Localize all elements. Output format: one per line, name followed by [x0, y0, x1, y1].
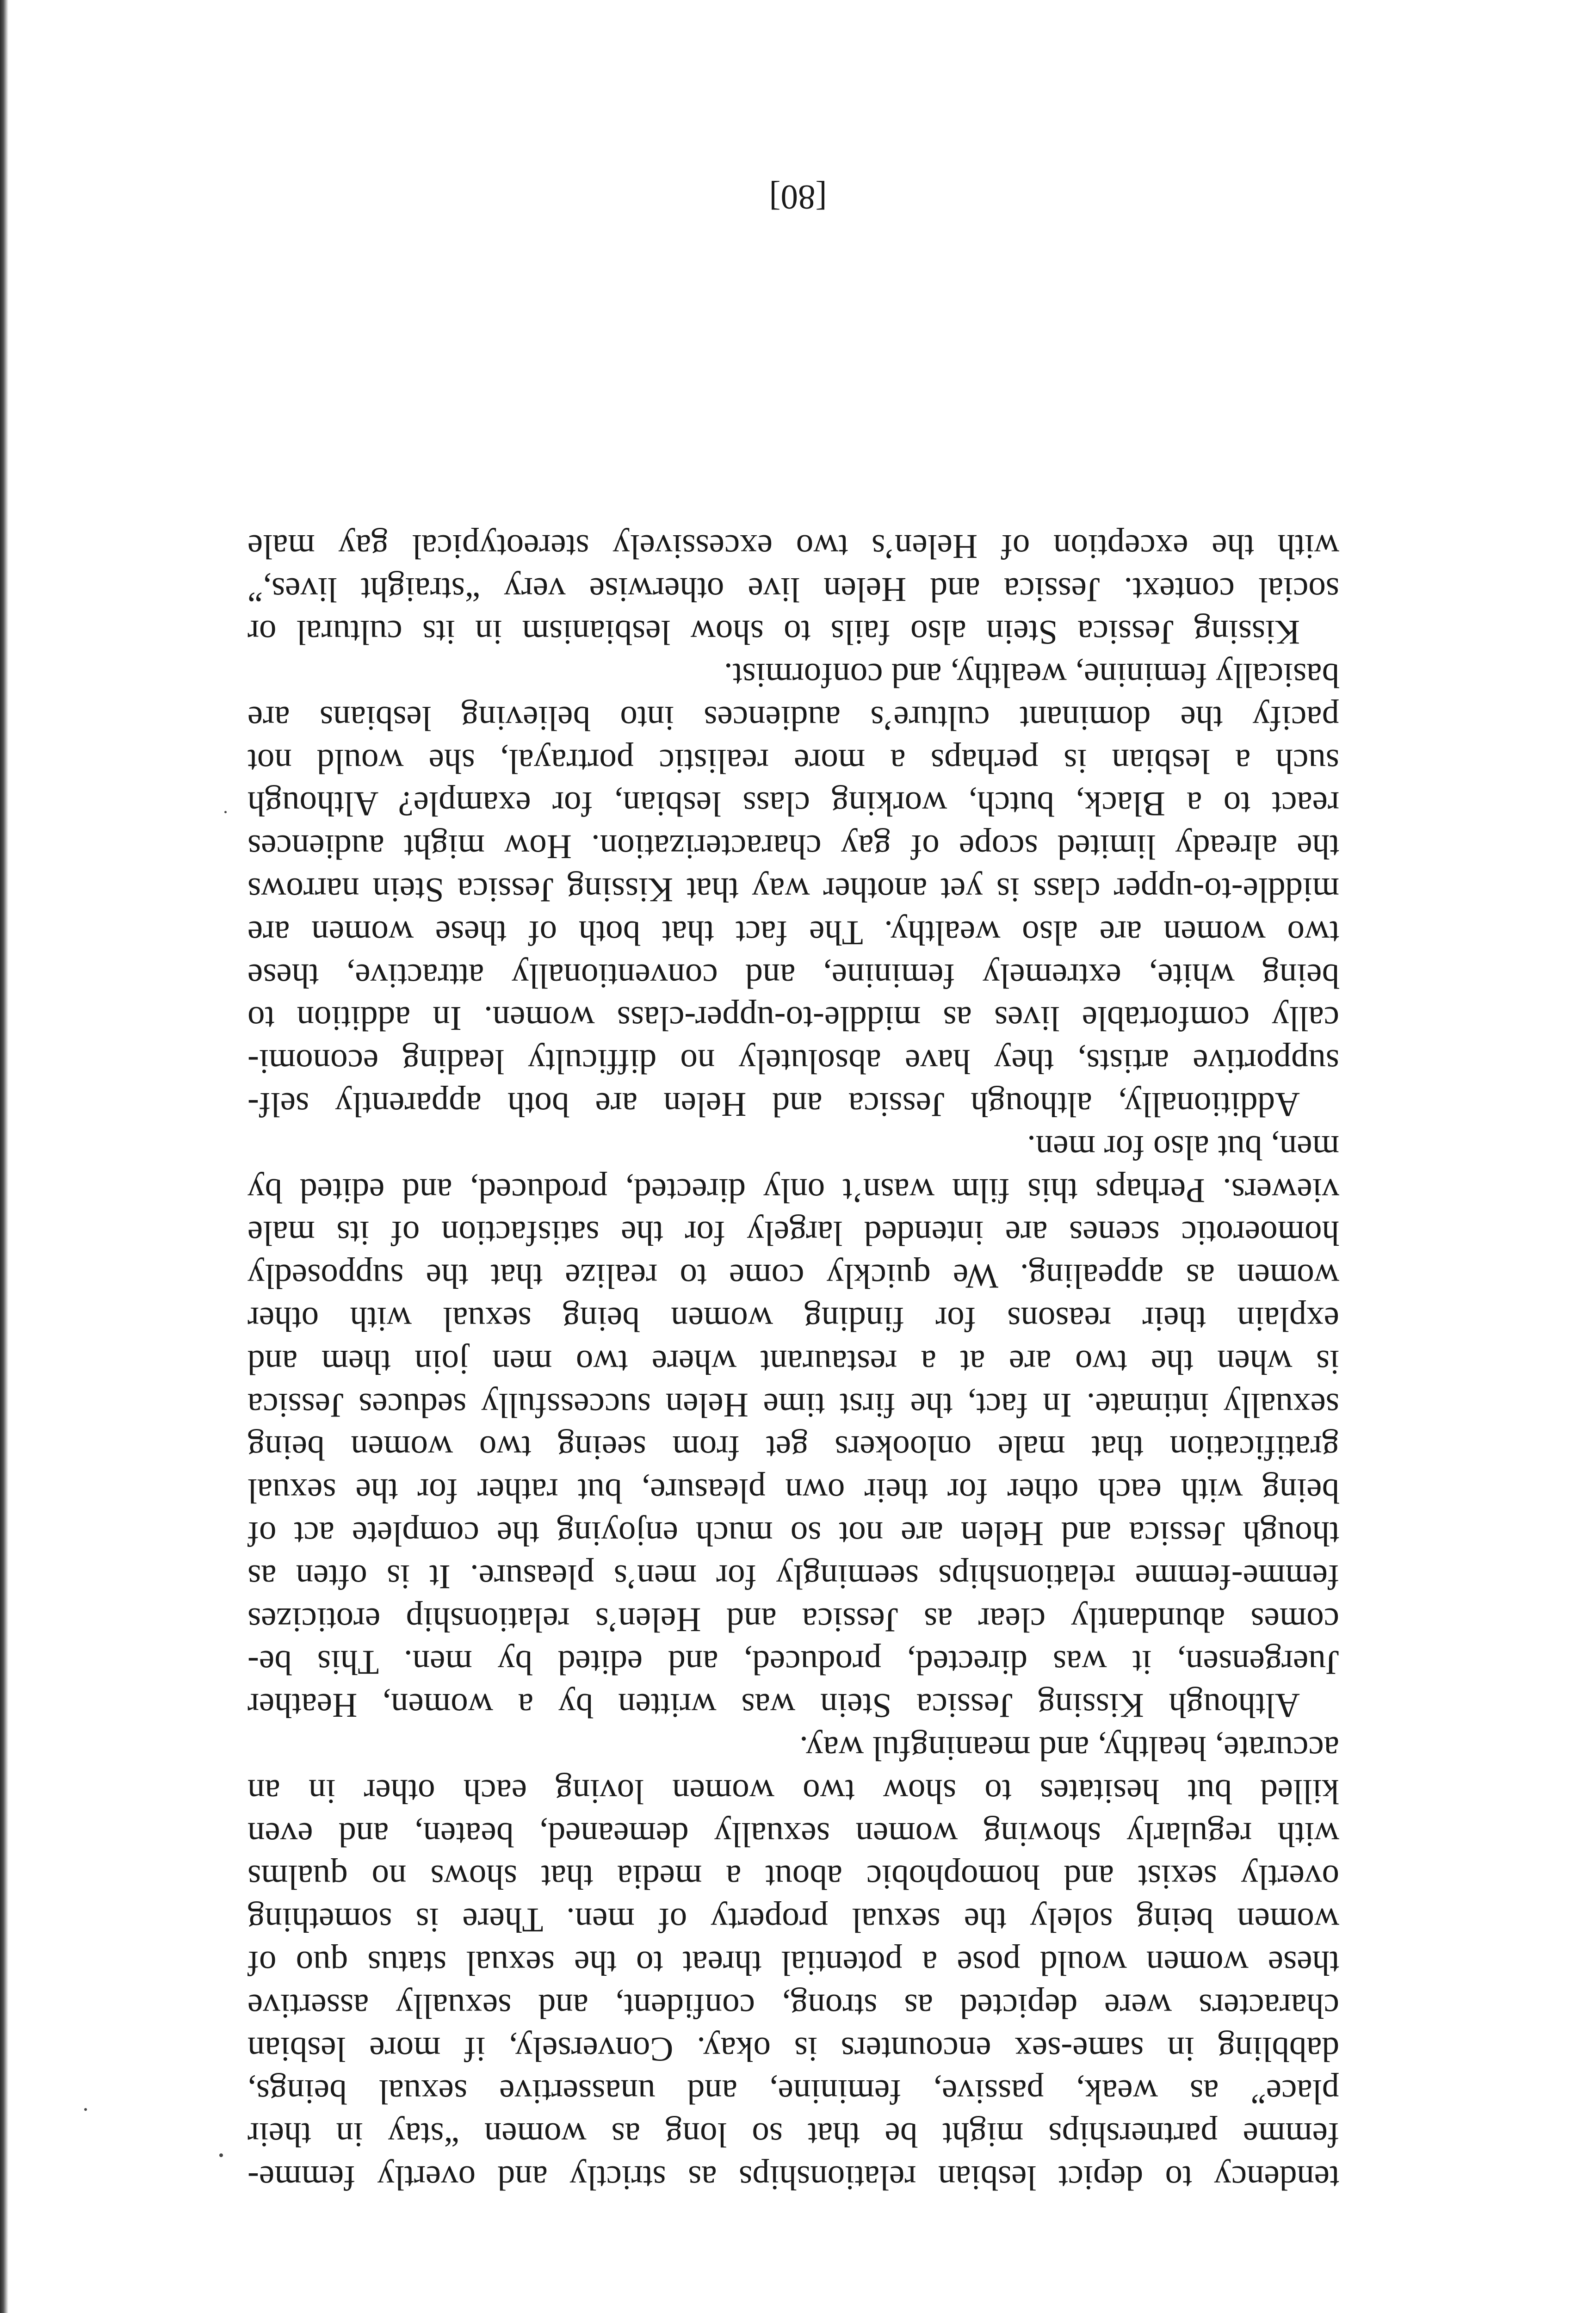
text-line: being white, extremely feminine, and conventionally attractive, these	[247, 956, 1339, 995]
text-line: women as appealing. We quickly come to realize that the supposedly	[247, 1257, 1339, 1296]
text-line: Additionally, although Jessica and Helen are both apparently self-	[247, 1085, 1300, 1124]
text-line: is when the two are at a restaurant where two men join them and	[247, 1342, 1339, 1381]
text-line: these women would pose a potential threat to the sexual status quo of	[247, 1944, 1339, 1983]
text-line: homoerotic scenes are intended largely for the satisfaction of its male	[247, 1214, 1339, 1253]
text-line: place” as weak, passive, feminine, and unassertive sexual beings,	[247, 2072, 1339, 2111]
text-line: sexually intimate. In fact, the first time Helen successfully seduces Jessica	[247, 1385, 1339, 1424]
text-line: supportive artists, they have absolutely no difficulty leading economi-	[247, 1042, 1339, 1081]
text-line: killed but hesitates to show two women loving each other in an	[247, 1772, 1339, 1811]
text-line: cally comfortable lives as middle-to-upper-class women. In addition to	[247, 999, 1339, 1038]
text-line: pacify the dominant culture’s audiences into believing lesbians are	[247, 699, 1339, 737]
text-line: viewers. Perhaps this film wasn’t only directed, produced, and edited by	[247, 1171, 1339, 1210]
scan-speck	[219, 2153, 223, 2157]
text-line: being with each other for their own pleasure, but rather for the sexual	[247, 1472, 1339, 1510]
scan-edge-shadow	[0, 0, 8, 2313]
text-line: react to a Black, butch, working class lesbian, for example? Although	[247, 785, 1339, 823]
scan-speck	[224, 811, 227, 813]
text-line: femme-femme relationships seemingly for men’s pleasure. It is often as	[247, 1557, 1339, 1596]
text-line: middle-to-upper class is yet another way that Kissing Jessica Stein narrows	[247, 871, 1339, 909]
text-line: Although Kissing Jessica Stein was written by a women, Heather	[247, 1686, 1300, 1725]
text-line: Kissing Jessica Stein also fails to show lesbianism in its cultural or	[247, 613, 1300, 652]
text-line: accurate, healthy, and meaningful way.	[799, 1729, 1339, 1768]
text-line: social context. Jessica and Helen live otherwise very “straight lives,”	[247, 570, 1339, 609]
scan-speck	[84, 2108, 87, 2111]
paragraph-2	[247, 1126, 1339, 1726]
text-line: the already limited scope of gay characterization. How might audiences	[247, 828, 1339, 866]
text-line: though Jessica and Helen are not so much enjoying the complete act of	[247, 1515, 1339, 1553]
text-line: women being solely the sexual property of men. There is something	[247, 1901, 1339, 1940]
text-line: characters were depicted as strong, confident, and sexually assertive	[247, 1986, 1339, 2025]
body-text	[247, 525, 1339, 2199]
text-line: comes abundantly clear as Jessica and Helen’s relationship eroticizes	[247, 1600, 1339, 1639]
text-line: explain their reasons for finding women being sexual with other	[247, 1300, 1339, 1339]
text-line: femme partnerships might be that so long as women “stay in their	[247, 2115, 1339, 2154]
page-number: [80]	[769, 178, 827, 216]
text-line: with regularly showing women sexually demeaned, beaten, and even	[247, 1815, 1339, 1854]
text-line: dabbling in same-sex encounters is okay. Conversely, if more lesbian	[247, 2029, 1339, 2068]
text-line: tendency to depict lesbian relationships as strictly and overtly femme-	[247, 2158, 1339, 2197]
text-line: men, but also for men.	[1027, 1128, 1339, 1167]
text-line: such a lesbian is perhaps a more realistic portrayal, she would not	[247, 742, 1339, 780]
text-line: gratification that male onlookers get from seeing two women being	[247, 1429, 1339, 1467]
paragraph-1	[247, 1726, 1339, 2199]
text-line: Juergensen, it was directed, produced, and edited by men. This be-	[247, 1643, 1339, 1682]
text-line: basically feminine, wealthy, and conformist.	[724, 656, 1339, 695]
text-line: two women are also wealthy. The fact that both of these women are	[247, 913, 1339, 952]
paragraph-3	[247, 653, 1339, 1126]
paragraph-4	[247, 525, 1339, 653]
text-line: with the exception of Helen’s two excessively stereotypical gay male	[247, 527, 1339, 566]
text-line: overtly sexist and homophobic about a media that shows no qualms	[247, 1858, 1339, 1897]
